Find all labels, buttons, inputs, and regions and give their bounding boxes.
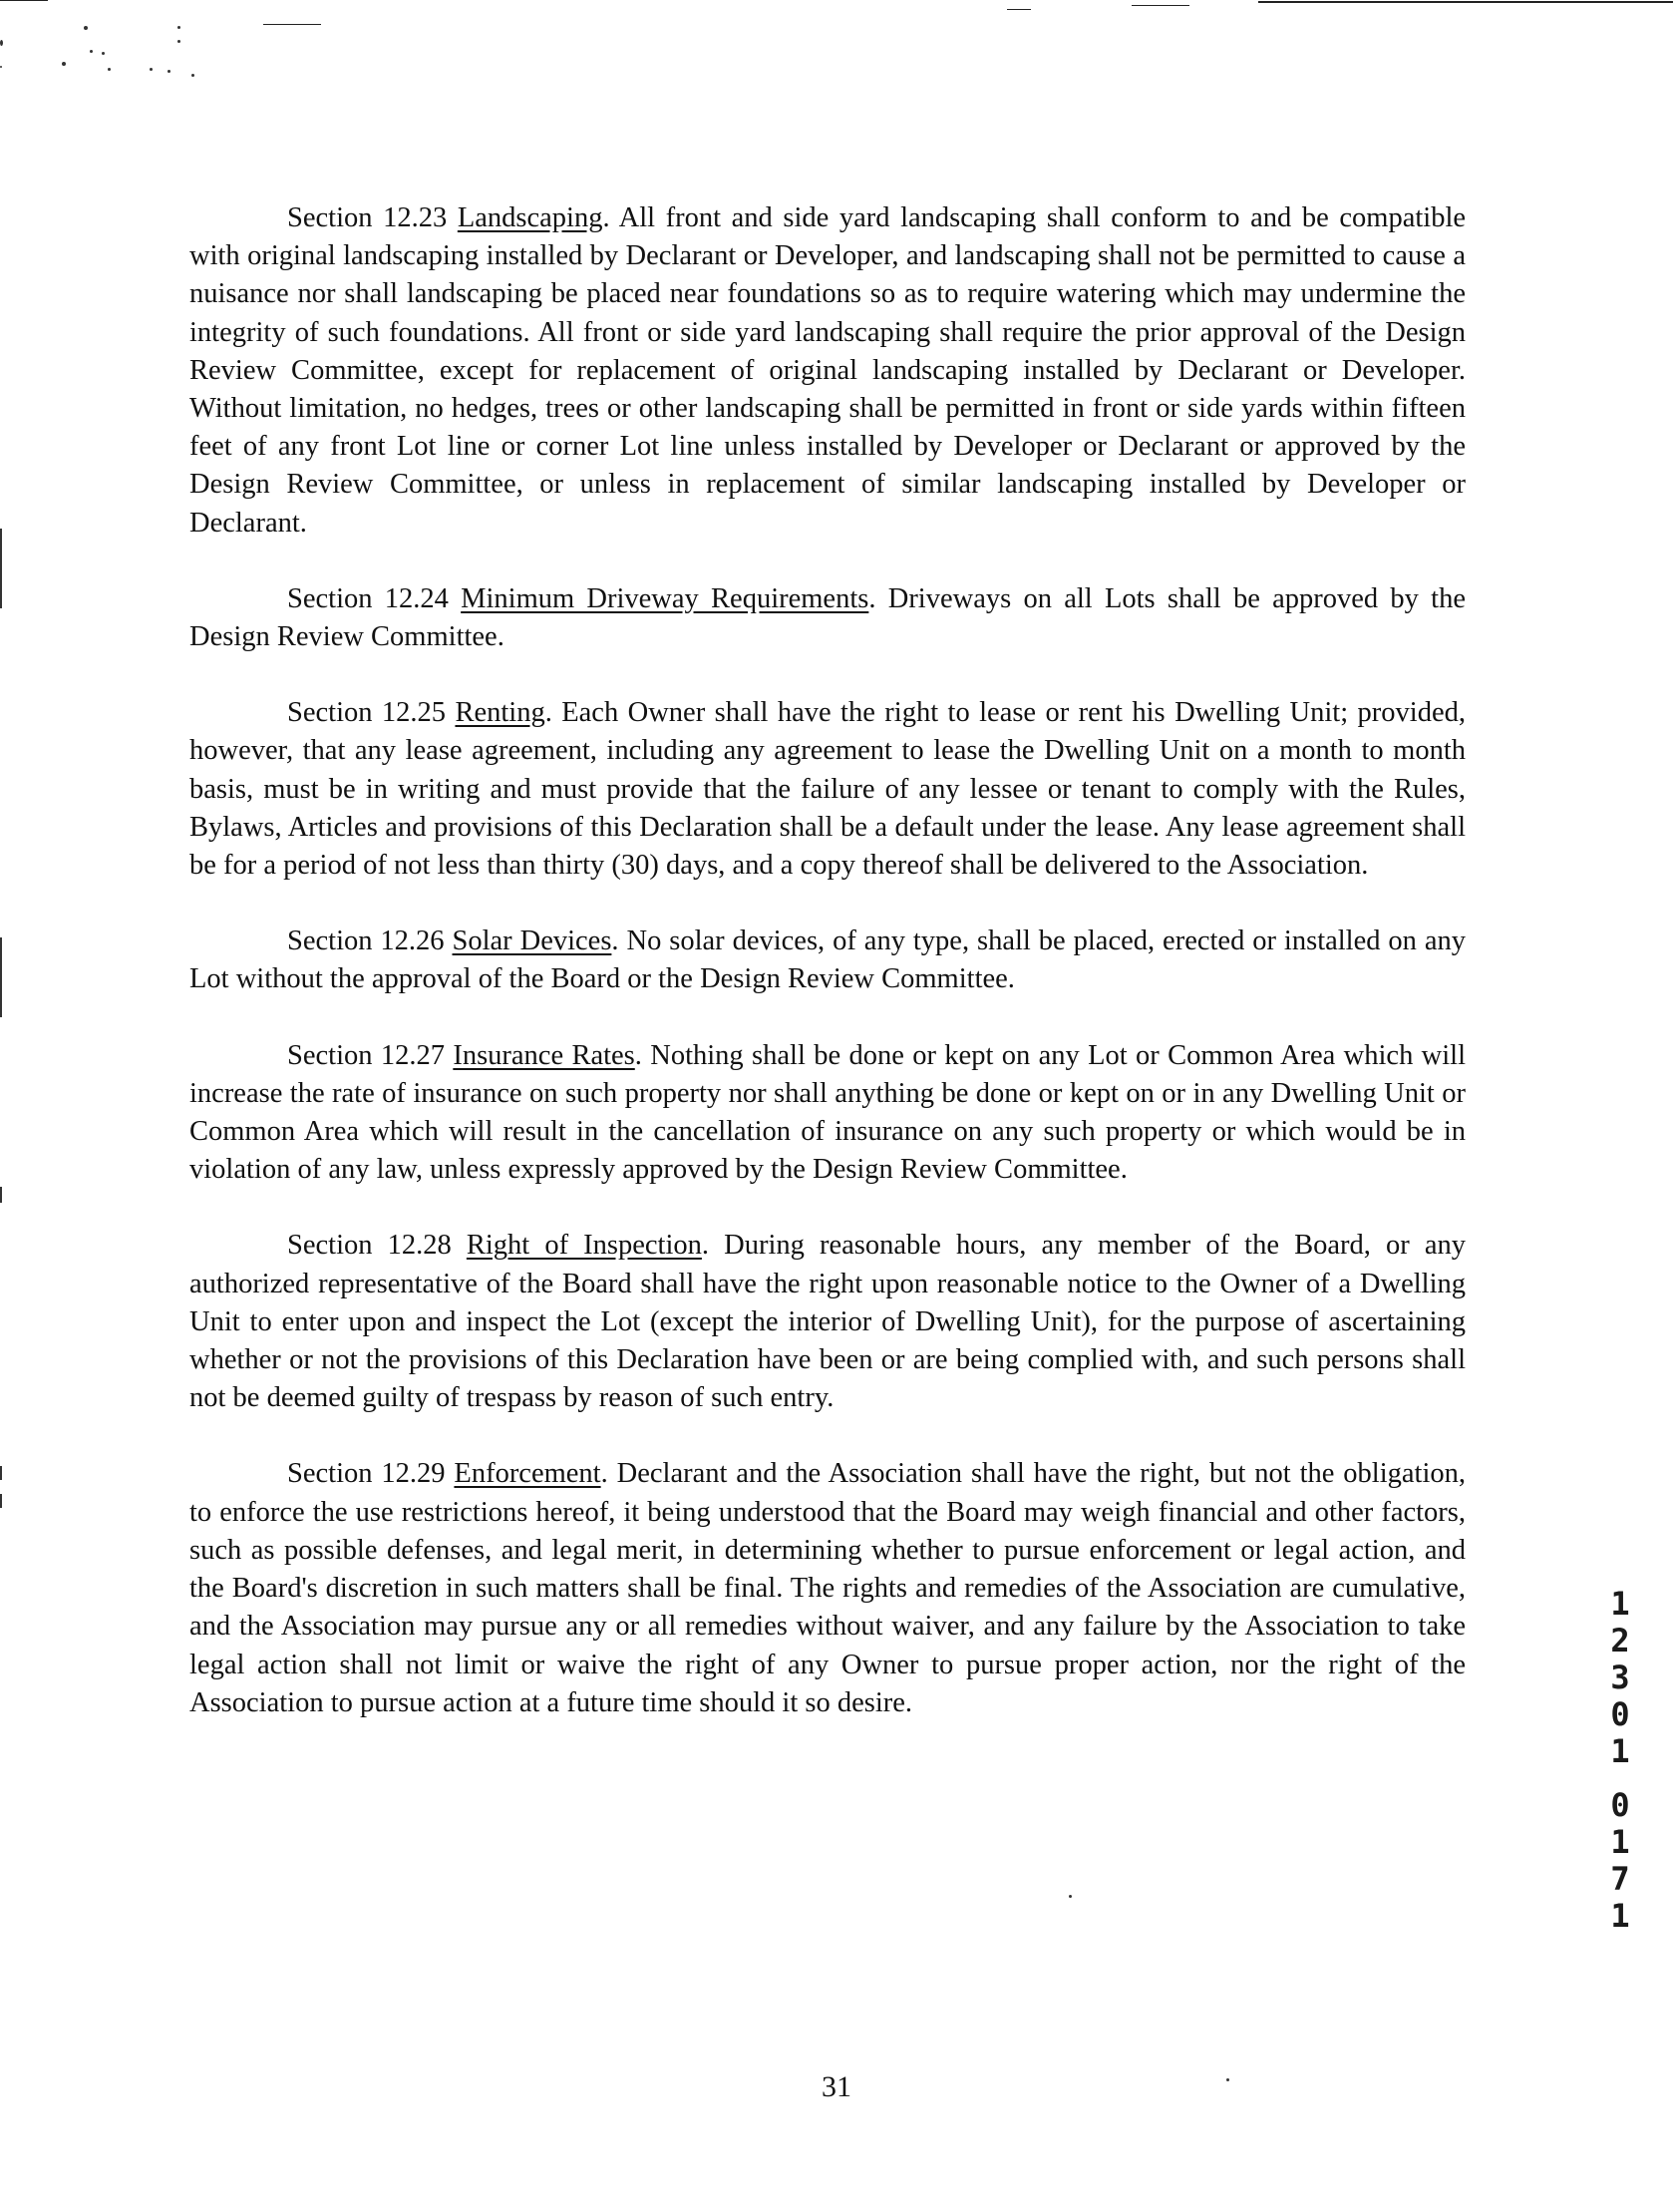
section-12-27: Section 12.27 Insurance Rates. Nothing shall be done or kept on any Lot or Common Area which will increase the rate of insurance on such property nor shall anything be done or kept on or in any Dwelling Unit or Common Area which will result in the cancellation of insurance on any such property or which would be in violation of any law, unless expressly approved by the Design Review Committee.	[189, 1039, 1467, 1186]
section-text: Driveways on all Lots shall be approved by the Design Review Committee.	[189, 582, 1467, 653]
stamp-digit: 7	[1610, 1860, 1630, 1898]
section-number: Section 12.25	[287, 697, 447, 729]
section-heading: Renting	[455, 697, 545, 729]
section-number: Section 12.24	[287, 582, 449, 614]
scan-speck	[191, 74, 194, 77]
document-body	[189, 199, 1466, 1760]
scan-rule	[1258, 1, 1673, 3]
section-text: Declarant and the Association shall have the right, but not the obligation, to enforce the use restrictions hereof, it being understood that the Board may weigh financial and other factors, such as possible defenses, and legal merit, in determining whether to pursue enforcement or legal action, and the Board's discretion in such matters shall be final. The rights and remedies of the Association are cumulative, and the Association may pursue any or all remedies without waiver, and any failure by the Association to take legal action shall not limit or waive the right of any Owner to pursue proper action, nor the right of the Association to pursue action at a future time should it so desire.	[189, 1458, 1467, 1718]
section-number: Section 12.27	[287, 1039, 445, 1071]
scan-margin-mark	[0, 1466, 2, 1480]
scan-speck	[90, 50, 93, 53]
section-text: No solar devices, of any type, shall be placed, erected or installed on any Lot without the approval of the Board or the Design Review Committee.	[189, 925, 1467, 995]
section-heading: Landscaping	[457, 202, 603, 233]
scan-rule	[263, 24, 321, 25]
stamp-digit: 1	[1610, 1897, 1630, 1935]
section-number: Section 12.28	[287, 1230, 452, 1262]
stamp-digit: 0	[1610, 1786, 1630, 1824]
scan-speck	[177, 26, 180, 29]
scan-rule	[1007, 9, 1031, 10]
scan-speck	[177, 40, 180, 43]
scan-speck	[167, 70, 170, 73]
section-12-26: Section 12.26 Solar Devices. No solar devices, of any type, shall be placed, erected or installed on any Lot without the approval of the Board or the Design Review Committee.	[189, 925, 1467, 995]
section-heading: Enforcement	[454, 1458, 601, 1490]
scan-rule	[1132, 5, 1189, 6]
scan-rule	[0, 0, 48, 1]
section-12-28: Section 12.28 Right of Inspection. During reasonable hours, any member of the Board, or any authorized representative of the Board shall have the right upon reasonable notice to the Owner of a Dwelling Unit to enter upon and inspect the Lot (except the interior of Dwelling Unit), for the purpose of ascertaining whether or not the provisions of this Declaration have been or are being complied with, and such persons shall not be deemed guilty of trespass by reason of such entry.	[189, 1230, 1467, 1414]
scan-speck	[150, 68, 153, 71]
stamp-digit: 1	[1610, 1732, 1630, 1770]
recording-stamp-top	[1600, 1586, 1640, 1770]
section-text: Each Owner shall have the right to lease or rent his Dwelling Unit; provided, however, that any lease agreement, including any agreement to lease the Dwelling Unit on a month to month basis, must be in writing and must provide that the failure of any lessee or tenant to comply with the Rules, Bylaws, Articles and provisions of this Declaration shall be a default under the lease. Any lease agreement shall be for a period of not less than thirty (30) days, and a copy thereof shall be delivered to the Association.	[189, 697, 1466, 882]
stamp-digit: 1	[1610, 1585, 1630, 1623]
stamp-digit: 0	[1610, 1695, 1630, 1733]
scan-margin-mark	[0, 529, 2, 608]
stamp-digit: 2	[1610, 1622, 1630, 1659]
page-number: 31	[822, 2070, 851, 2103]
section-12-23: Section 12.23 Landscaping. All front and side yard landscaping shall conform to and be compatible with original landscaping installed by Declarant or Developer, and landscaping shall not be permitted to cause a nuisance nor shall landscaping be placed near foundations so as to require watering which may undermine the integrity of such foundations. All front or side yard landscaping shall require the prior approval of the Design Review Committee, except for replacement of original landscaping installed by Declarant or Developer. Without limitation, no hedges, trees or other landscaping shall be permitted in front or side yards within fifteen feet of any front Lot line or corner Lot line unless installed by Developer or Declarant or approved by the Design Review Committee, or unless in replacement of similar landscaping installed by Developer or Declarant.	[189, 202, 1467, 539]
scan-margin-mark	[0, 937, 2, 1017]
scan-speck	[0, 40, 3, 46]
stamp-digit: 3	[1610, 1659, 1630, 1696]
section-heading: Insurance Rates	[453, 1039, 635, 1071]
scan-margin-mark	[0, 1187, 2, 1203]
section-number: Section 12.26	[287, 925, 445, 957]
scan-speck	[102, 52, 105, 55]
section-heading: Right of Inspection	[466, 1230, 702, 1262]
scan-speck	[84, 26, 88, 30]
section-heading: Minimum Driveway Requirements	[461, 582, 869, 614]
section-text: Nothing shall be done or kept on any Lot or Common Area which will increase the rate of insurance on such property nor shall anything be done or kept on or in any Dwelling Unit or Common Area which will result in the cancellation of insurance on any such property or which would be in violation of any law, unless expressly approved by the Design Review Committee.	[189, 1039, 1467, 1186]
stamp-digit: 1	[1610, 1823, 1630, 1861]
scan-speck	[0, 66, 2, 68]
section-12-24: Section 12.24 Minimum Driveway Requirements. Driveways on all Lots shall be approved by the Design Review Committee.	[189, 582, 1467, 653]
section-number: Section 12.23	[287, 202, 448, 233]
recording-stamp-bottom	[1600, 1787, 1640, 1935]
scan-speck	[1069, 1895, 1072, 1898]
scan-speck	[108, 68, 111, 71]
scan-speck	[62, 62, 66, 66]
section-12-25: Section 12.25 Renting. Each Owner shall have the right to lease or rent his Dwelling Unit; provided, however, that any lease agreement, including any agreement to lease the Dwelling Unit on a month to month basis, must be in writing and must provide that the failure of any lessee or tenant to comply with the Rules, Bylaws, Articles and provisions of this Declaration shall be a default under the lease. Any lease agreement shall be for a period of not less than thirty (30) days, and a copy thereof shall be delivered to the Association.	[189, 697, 1466, 882]
section-text: All front and side yard landscaping shall conform to and be compatible with original landscaping installed by Declarant or Developer, and landscaping shall not be permitted to cause a nuisance nor shall landscaping be placed near foundations so as to require watering which may undermine the integrity of such foundations. All front or side yard landscaping shall require the prior approval of the Design Review Committee, except for replacement of original landscaping installed by Declarant or Developer. Without limitation, no hedges, trees or other landscaping shall be permitted in front or side yards within fifteen feet of any front Lot line or corner Lot line unless installed by Developer or Declarant or approved by the Design Review Committee, or unless in replacement of similar landscaping installed by Developer or Declarant.	[189, 202, 1467, 539]
section-number: Section 12.29	[287, 1458, 446, 1490]
scan-margin-mark	[0, 1494, 2, 1508]
section-12-29: Section 12.29 Enforcement. Declarant and the Association shall have the right, but not the obligation, to enforce the use restrictions hereof, it being understood that the Board may weigh financial and other factors, such as possible defenses, and legal merit, in determining whether to pursue enforcement or legal action, and the Board's discretion in such matters shall be final. The rights and remedies of the Association are cumulative, and the Association may pursue any or all remedies without waiver, and any failure by the Association to take legal action shall not limit or waive the right of any Owner to pursue proper action, nor the right of the Association to pursue action at a future time should it so desire.	[189, 1458, 1467, 1718]
section-text: During reasonable hours, any member of the Board, or any authorized representative of the Board shall have the right upon reasonable notice to the Owner of a Dwelling Unit to enter upon and inspect the Lot (except the interior of Dwelling Unit), for the purpose of ascertaining whether or not the provisions of this Declaration have been or are being complied with, and such persons shall not be deemed guilty of trespass by reason of such entry.	[189, 1230, 1467, 1414]
section-heading: Solar Devices	[452, 925, 612, 957]
